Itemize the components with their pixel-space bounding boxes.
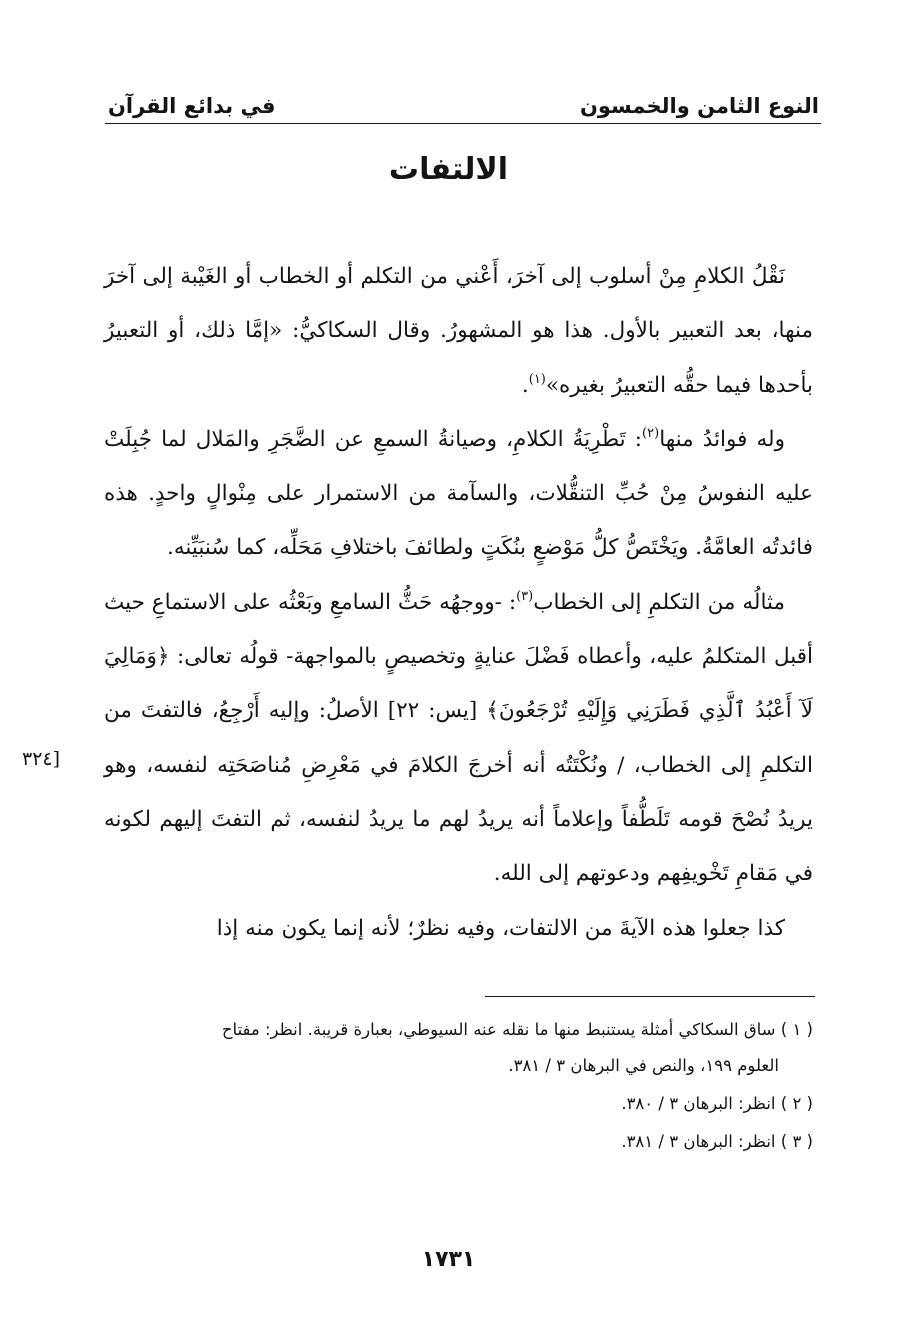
header-chapter-title: النوع الثامن والخمسون xyxy=(579,94,819,118)
footnote-ref-1[interactable]: (١) xyxy=(528,371,546,387)
paragraph-3-text-b: : -ووجهُه حَثُّ السامعِ وبَعْثُه على الاستماعِ حيث أقبل المتكلمُ عليه، وأعطاه فَضْلَ عنايةٍ وتخصيصٍ بالمواجهة- قولُه تعالى: xyxy=(104,589,813,670)
footnote-1-line-2: العلوم ١٩٩، والنص في البرهان ٣ / ٣٨١. xyxy=(508,1056,779,1075)
paragraph-1-end: . xyxy=(521,372,529,398)
margin-page-marker: [٣٢٤ xyxy=(22,748,61,770)
footnotes xyxy=(104,1012,813,1162)
section-title: الالتفات xyxy=(388,152,509,187)
paragraph-2-text-b: : تَطْرِيَةُ الكلامِ، وصيانةُ السمعِ عن الضَّجَرِ والمَلال لما جُبِلَتْ عليه النفوسُ مِنْ حُبِّ التنقُّلات، والسآمة من الاستمرار على مِنْوالٍ واحدٍ. هذه فائدتُه العامَّةُ. ويَخْتَصُّ كلُّ مَوْضعٍ بنُكَتٍ ولطائفَ باختلافِ مَحَلِّه، كما سُنبَيِّنه. xyxy=(104,426,813,561)
footnote-3: ( ٣ ) انظر: البرهان ٣ / ٣٨١. xyxy=(621,1132,813,1151)
footnote-2: ( ٢ ) انظر: البرهان ٣ / ٣٨٠. xyxy=(621,1094,813,1113)
paragraph-4: كذا جعلوا هذه الآيةَ من الالتفات، وفيه نظرٌ؛ لأنه إنما يكون منه إذا xyxy=(216,915,785,941)
paragraph-3 xyxy=(104,576,813,902)
page-number: ١٧٣١ xyxy=(421,1247,476,1272)
paragraph-1 xyxy=(104,250,813,413)
footnote-ref-2[interactable]: (٢) xyxy=(642,425,660,441)
main-text xyxy=(104,250,813,956)
quran-verse: ﴿وَمَالِيَ لَآ أَعْبُدُ ٱلَّذِي فَطَرَنِي وَإِلَيْهِ تُرْجَعُونَ﴾ xyxy=(104,644,814,724)
header-book-title: في بدائع القرآن xyxy=(108,94,276,118)
header-rule xyxy=(105,123,821,124)
footnote-rule xyxy=(485,996,815,997)
running-header xyxy=(108,78,819,118)
footnote-1-line-1: ( ١ ) ساق السكاكي أمثلة يستنبط منها ما نقله عنه السيوطي، بعبارة قريبة. انظر: مفتاح xyxy=(221,1020,813,1039)
paragraph-1-text: نَقْلُ الكلامِ مِنْ أسلوب إلى آخرَ، أَعْني من التكلم أو الخطاب أو الغَيْبة إلى آخرَ منها، بعد التعبير بالأول. هذا هو المشهورُ. وقال السكاكيُّ: «إمَّا ذلك، أو التعبيرُ بأحدها فيما حقُّه التعبيرُ بغيره» xyxy=(104,264,813,398)
paragraph-2 xyxy=(104,413,813,576)
paragraph-2-text-a: وله فوائدُ منها xyxy=(659,426,785,452)
paragraph-3-text-c: [يس: ٢٢] الأصلُ: وإليه أَرْجِعُ، فالتفتَ من التكلمِ إلى الخطاب، / ونُكْتَتُه أنه أخرجَ الكلامَ في مَعْرِضِ مُناصَحَتِه لنفسه، وهو يريدُ نُصْحَ قومه تَلَطُّفاً وإعلاماً أنه يريدُ لهم ما يريدُ لنفسه، ثم التفتَ إليهم لكونه في مَقامِ تَخْويفِهم ودعوتهم إلى الله. xyxy=(104,698,813,887)
paragraph-3-text-a: مثالُه من التكلمِ إلى الخطاب xyxy=(533,589,785,615)
footnote-1 xyxy=(104,1012,813,1084)
footnote-ref-3[interactable]: (٣) xyxy=(516,588,534,604)
